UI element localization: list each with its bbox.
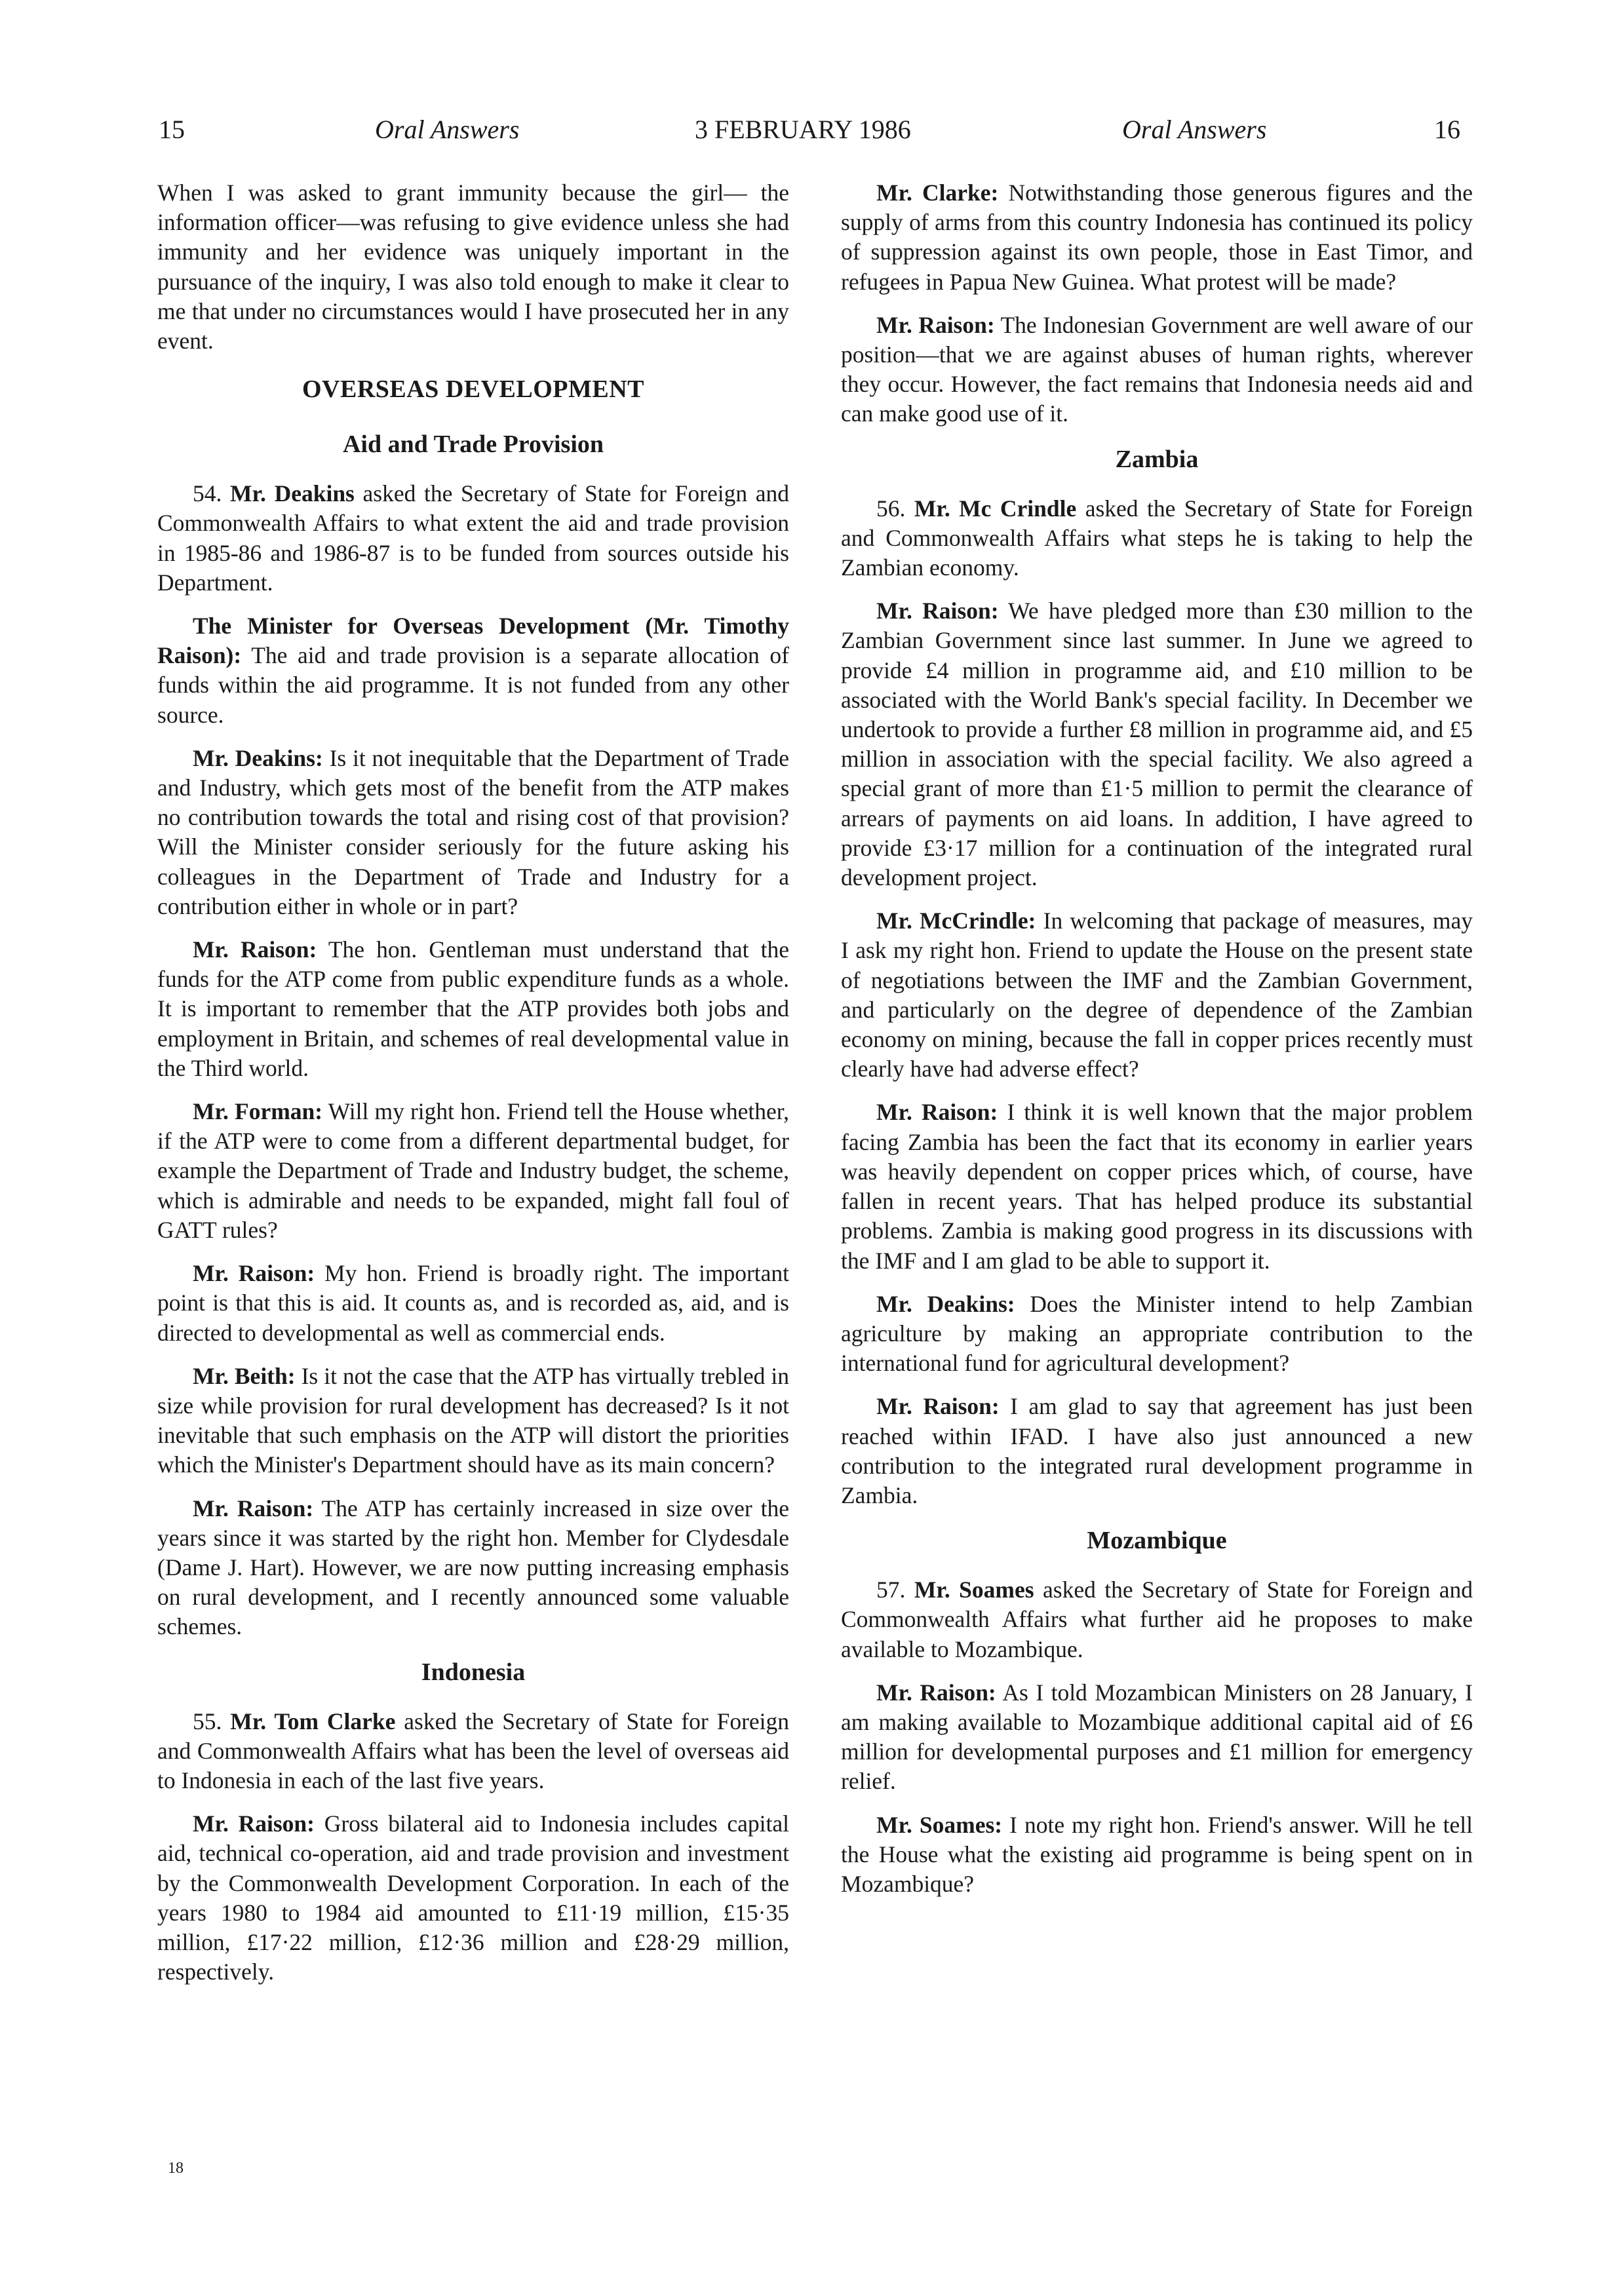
speech-raison [841,1098,1473,1275]
header-section-left: Oral Answers [375,115,520,144]
speaker: Mr. Raison: [193,1810,315,1837]
section-heading-overseas-development: OVERSEAS DEVELOPMENT [302,375,645,404]
subheading-mozambique: Mozambique [1087,1527,1227,1555]
speaker: Mr. Clarke: [876,180,999,206]
speech-text: In welcoming that package of measures, may I ask my right hon. Friend to update the House on the present state of negotiations between the IMF and the Zambian Government, and particularly on the degree of dependence of the Zambian economy on mining, because the fall in copper prices recently must clearly have had adverse effect? [841,908,1473,1082]
speaker: Mr. Deakins [230,480,355,507]
question-number: 54. [193,480,222,507]
speech-soames [841,1810,1473,1900]
speech-text: Will my right hon. Friend tell the House whether, if the ATP were to come from a different departmental budget, for example the Department of Trade and Industry budget, the scheme, which is admirable and needs to be expanded, might fall foul of GATT rules? [157,1098,789,1243]
speech-text: The Indonesian Government are well aware of our position—that we are against abuses of human rights, wherever they occur. However, the fact remains that Indonesia needs aid and can make good use of it. [841,311,1473,427]
speaker: Mr. Raison: [193,1260,315,1287]
speaker: Mr. Forman: [193,1098,323,1125]
speaker: Mr. Raison: [876,598,999,624]
speech-beith [157,1362,789,1480]
speech-text: asked the Secretary of State for Foreign and Commonwealth Affairs to what extent the aid and trade provision in 1985-86 and 1986-87 is to be funded from sources outside his Department. [157,480,789,596]
answer-minister [157,611,789,730]
speech-text: Gross bilateral aid to Indonesia includes capital aid, technical co-operation, aid and trade provision and investment by the Commonwealth Development Corporation. In each of the years 1980 to 1984 aid amounted to £11·19 million, £15·35 million, £17·22 million, £12·36 million and £28·29 million, respectively. [157,1810,790,1985]
speech-raison [157,1809,789,1987]
subheading-aid-trade: Aid and Trade Provision [342,430,604,459]
speaker: Mr. Mc Crindle [914,495,1077,522]
page-number-left: 15 [159,115,185,144]
speaker: Mr. Deakins: [193,744,323,771]
speech-text: asked the Secretary of State for Foreign and Commonwealth Affairs what has been the level of overseas aid to Indonesia in each of the last five years. [157,1708,790,1793]
right-column [841,178,1473,1913]
intro-paragraph: When I was asked to grant immunity because the girl— the information officer—was refusing to give evidence unless she had immunity and her evidence was uniquely important in the pursuance of the inquiry, I was also told enough to make it clear to me that under no circumstances would I have prosecuted her in any event. [157,180,789,354]
speech-forman [157,1097,789,1245]
speaker: Mr. Raison: [193,1495,314,1521]
speech-text: As I told Mozambican Ministers on 28 January, I am making available to Mozambique additional capital aid of £6 million for developmental purposes and £1 million for emergency relief. [841,1679,1473,1795]
speech-text: Does the Minister intend to help Zambian agriculture by making an appropriate contribution to the international fund for agricultural development? [841,1290,1473,1377]
header-section-right: Oral Answers [1122,115,1267,144]
speech-raison [157,935,789,1083]
speaker: Mr. McCrindle: [876,908,1036,934]
left-column [157,178,789,2000]
speaker: Mr. Raison: [876,1099,998,1126]
page-header [0,110,1615,156]
footer-mark: 18 [168,2160,184,2177]
speaker: Mr. Beith: [193,1362,296,1389]
speaker: Mr. Raison: [193,936,317,963]
subheading-indonesia: Indonesia [421,1658,526,1686]
speaker: Mr. Deakins: [876,1290,1015,1317]
question-54 [157,479,789,598]
speech-raison [841,311,1473,429]
speech-text: I think it is well known that the major problem facing Zambia has been the fact that its economy in earlier years was heavily dependent on copper prices which, of course, have fallen in recent years. That has helped produce its substantial problems. Zambia is making good progress in its discussions with the IMF and I am glad to be able to support it. [841,1099,1473,1274]
speaker: Mr. Soames [914,1577,1034,1603]
speech-text: Is it not the case that the ATP has virtually trebled in size while provision for rural development has decreased? Is it not inevitable that such emphasis on the ATP will distort the priorities which the Minister's Department should have as its main concern? [157,1362,789,1478]
speech-deakins [157,744,789,921]
speaker: The Minister for Overseas Development (Mr. Timothy Raison): [157,613,789,669]
speech-text: Is it not inequitable that the Department of Trade and Industry, which gets most of the benefit from the ATP makes no contribution towards the total and rising cost of that provision? Will the Minister consider seriously for the future asking his colleagues in the Department of Trade and Industry for a contribution either in whole or in part? [157,744,790,919]
speech-raison [841,1678,1473,1797]
question-number: 55. [193,1708,222,1734]
speaker: Mr. Soames: [876,1811,1003,1838]
speech-text: Notwithstanding those generous figures and the supply of arms from this country Indonesia has continued its policy of suppression against its own people, those in East Timor, and refugees in Papua New Guinea. What protest will be made? [841,180,1473,295]
speech-clarke [841,178,1473,297]
speaker: Mr. Tom Clarke [230,1708,396,1734]
header-date: 3 FEBRUARY 1986 [695,115,911,144]
speaker: Mr. Raison: [876,311,995,338]
speech-text: The aid and trade provision is a separate allocation of funds within the aid programme. It is not funded from any other source. [157,642,790,728]
subheading-zambia: Zambia [1115,445,1199,473]
question-56 [841,494,1473,583]
question-number: 57. [876,1577,906,1603]
question-57 [841,1575,1473,1664]
speech-text: I am glad to say that agreement has just been reached within IFAD. I have also just announced a new contribution to the integrated rural development programme in Zambia. [841,1393,1473,1508]
speech-mccrindle [841,906,1473,1084]
speech-raison [157,1259,789,1348]
speech-text: The hon. Gentleman must understand that the funds for the ATP come from public expenditure funds as a whole. It is important to remember that the ATP provides both jobs and employment in Britain, and schemes of real developmental value in the Third world. [157,936,789,1081]
speech-text: I note my right hon. Friend's answer. Will he tell the House what the existing aid programme is being spent on in Mozambique? [841,1811,1473,1897]
speech-text: My hon. Friend is broadly right. The important point is that this is aid. It counts as, and is recorded as, aid, and is directed to developmental as well as commercial ends. [157,1260,790,1346]
speech-raison [841,596,1473,892]
speech-text: We have pledged more than £30 million to the Zambian Government since last summer. In June we agreed to provide £4 million in programme aid, and £10 million to be associated with the World Bank's special facility. In December we undertook to provide a further £8 million in programme aid, and £5 million in association with the special facility. We also agreed a special grant of more than £1·5 million to permit the clearance of arrears of payments on aid loans. In addition, I have agreed to provide £3·17 million for a continuation of the integrated rural development project. [841,598,1473,891]
speech-raison [157,1494,789,1642]
speaker: Mr. Raison: [876,1679,996,1706]
speaker: Mr. Raison: [876,1393,1000,1420]
speech-raison [841,1392,1473,1510]
page-number-right: 16 [1434,115,1460,144]
speech-text: The ATP has certainly increased in size over the years since it was started by the right hon. Member for Clydesdale (Dame J. Hart). However, we are now putting increasing emphasis on rural development, and I recently announced some valuable schemes. [157,1495,790,1640]
question-number: 56. [876,495,906,522]
speech-text: asked the Secretary of State for Foreign and Commonwealth Affairs what steps he is taking to help the Zambian economy. [841,495,1473,581]
speech-text: asked the Secretary of State for Foreign and Commonwealth Affairs what further aid he proposes to make available to Mozambique. [841,1577,1473,1662]
speech-deakins [841,1290,1473,1379]
question-55 [157,1707,789,1796]
